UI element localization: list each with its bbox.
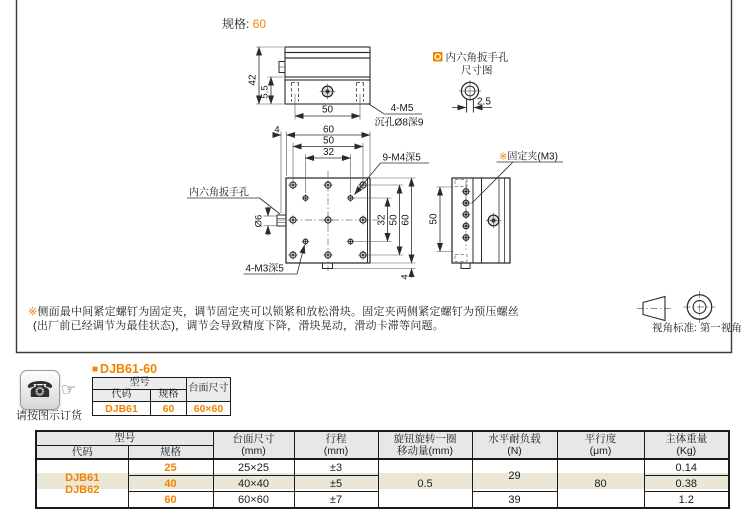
front-view [248, 47, 424, 129]
weight-cell: 0.14 [644, 459, 729, 476]
size-cell: 40×40 [213, 476, 294, 492]
dim-side-span: 50 [428, 213, 440, 225]
stroke-cell: ±5 [294, 476, 378, 492]
parallelism-cell: 80 [557, 459, 644, 508]
label-4m3: 4-M3深5 [245, 263, 284, 275]
header-code: 代码 [36, 446, 128, 460]
reference-mark: ※ [499, 151, 508, 163]
detail-marker-icon [433, 52, 443, 62]
dim-plan-m4: 50 [322, 135, 335, 147]
side-view [429, 150, 564, 269]
dim-hex-slot: 2.5 [477, 96, 491, 108]
order-caption: 请按图示订货 [16, 410, 82, 422]
header-stroke: 行程 (mm) [294, 431, 378, 459]
spec-cell: 25 [128, 459, 213, 476]
label-clamp [499, 150, 558, 163]
dim-plan-m4-v: 50 [388, 214, 400, 226]
header-knob-travel: 旋钮旋转一圈 移动量(mm) [378, 431, 472, 459]
spec-value: 60 [252, 17, 267, 31]
hex-detail-title-1: 内六角扳手孔 [445, 51, 509, 64]
note-line-2 [33, 317, 444, 333]
stroke-cell: ±7 [294, 492, 378, 509]
view-angle-symbol [637, 291, 742, 334]
dim-plan-offset: 4 [274, 124, 280, 136]
spec-table [35, 430, 730, 509]
hex-detail-title-2: 尺寸图 [461, 64, 493, 77]
mini-header-model: 型号 [93, 378, 187, 390]
stroke-cell: ±3 [294, 459, 378, 476]
dim-front-height: 42 [247, 74, 259, 86]
part-number-block [92, 362, 231, 416]
header-size: 台面尺寸 (mm) [213, 431, 294, 459]
spec-table-block [35, 430, 730, 509]
label-knob-dia: Ø6 [253, 214, 265, 228]
plan-knob [277, 215, 286, 226]
view-standard-label: 视角标准: 第一视角 [652, 322, 742, 334]
header-parallelism: 平行度 (μm) [557, 431, 644, 459]
weight-cell: 1.2 [644, 492, 729, 509]
note-text-2: (出厂前已经调节为最佳状态)，调节会导致精度下降，滑块晃动，滑动卡滞等问题。 [33, 320, 444, 332]
dim-front-span: 50 [321, 104, 334, 116]
header-model: 型号 [36, 431, 213, 446]
mini-code-value: DJB61 [93, 402, 151, 416]
pointing-hand-icon: ☞ [61, 380, 77, 399]
table-row [36, 459, 729, 476]
label-counterbore: 沉孔Ø8深9 [374, 117, 424, 129]
code-cell: DJB61 DJB62 [36, 459, 128, 508]
label-hex-hole: 内六角扳手孔 [189, 187, 249, 199]
size-cell: 60×60 [213, 492, 294, 509]
part-number-text: DJB61-60 [100, 362, 158, 376]
spec-label: 规格: [222, 17, 253, 31]
plan-view [187, 125, 429, 280]
dim-front-base: 5.5 [259, 85, 271, 99]
spec-cell: 60 [128, 492, 213, 509]
mini-spec-value: 60 [151, 402, 187, 416]
knob-travel-cell: 0.5 [378, 459, 472, 508]
reference-mark: ※ [28, 306, 38, 318]
dim-plan-height: 60 [400, 214, 412, 226]
mini-size-value: 60×60 [187, 402, 231, 416]
spec-tag [222, 15, 266, 32]
dim-plan-m3-v: 32 [376, 214, 388, 226]
header-load: 水平耐负载 (N) [472, 431, 557, 459]
square-bullet-icon: ■ [92, 364, 99, 375]
label-4m5: 4-M5 [390, 103, 414, 114]
mini-header-size: 台面尺寸 [187, 378, 231, 402]
size-cell: 25×25 [213, 459, 294, 476]
weight-cell: 0.38 [644, 476, 729, 492]
dim-plan-m3: 32 [322, 147, 335, 158]
part-number-table [92, 377, 231, 416]
dim-plan-tab: 4 [399, 274, 411, 280]
hex-detail-view [433, 51, 509, 113]
load-cell: 29 [472, 459, 557, 492]
mini-header-code: 代码 [93, 390, 151, 402]
header-spec: 规格 [128, 446, 213, 460]
label-9m4: 9-M4深5 [382, 152, 421, 164]
clamp-label-text: 固定夹(M3) [507, 151, 558, 163]
load-cell: 39 [472, 492, 557, 509]
phone-icon: ☎ [26, 377, 54, 402]
dim-plan-width: 60 [322, 124, 335, 136]
spec-cell: 40 [128, 476, 213, 492]
page-frame [17, 0, 732, 353]
header-weight: 主体重量 (Kg) [644, 431, 729, 459]
part-number-title [92, 362, 231, 376]
mini-header-spec: 规格 [151, 390, 187, 402]
phone-order-button [20, 370, 60, 410]
note-text-1: 侧面最中间紧定螺钉为固定夹，调节固定夹可以锁紧和放松滑块。固定夹两侧紧定螺钉为预压螺丝 [37, 306, 520, 318]
